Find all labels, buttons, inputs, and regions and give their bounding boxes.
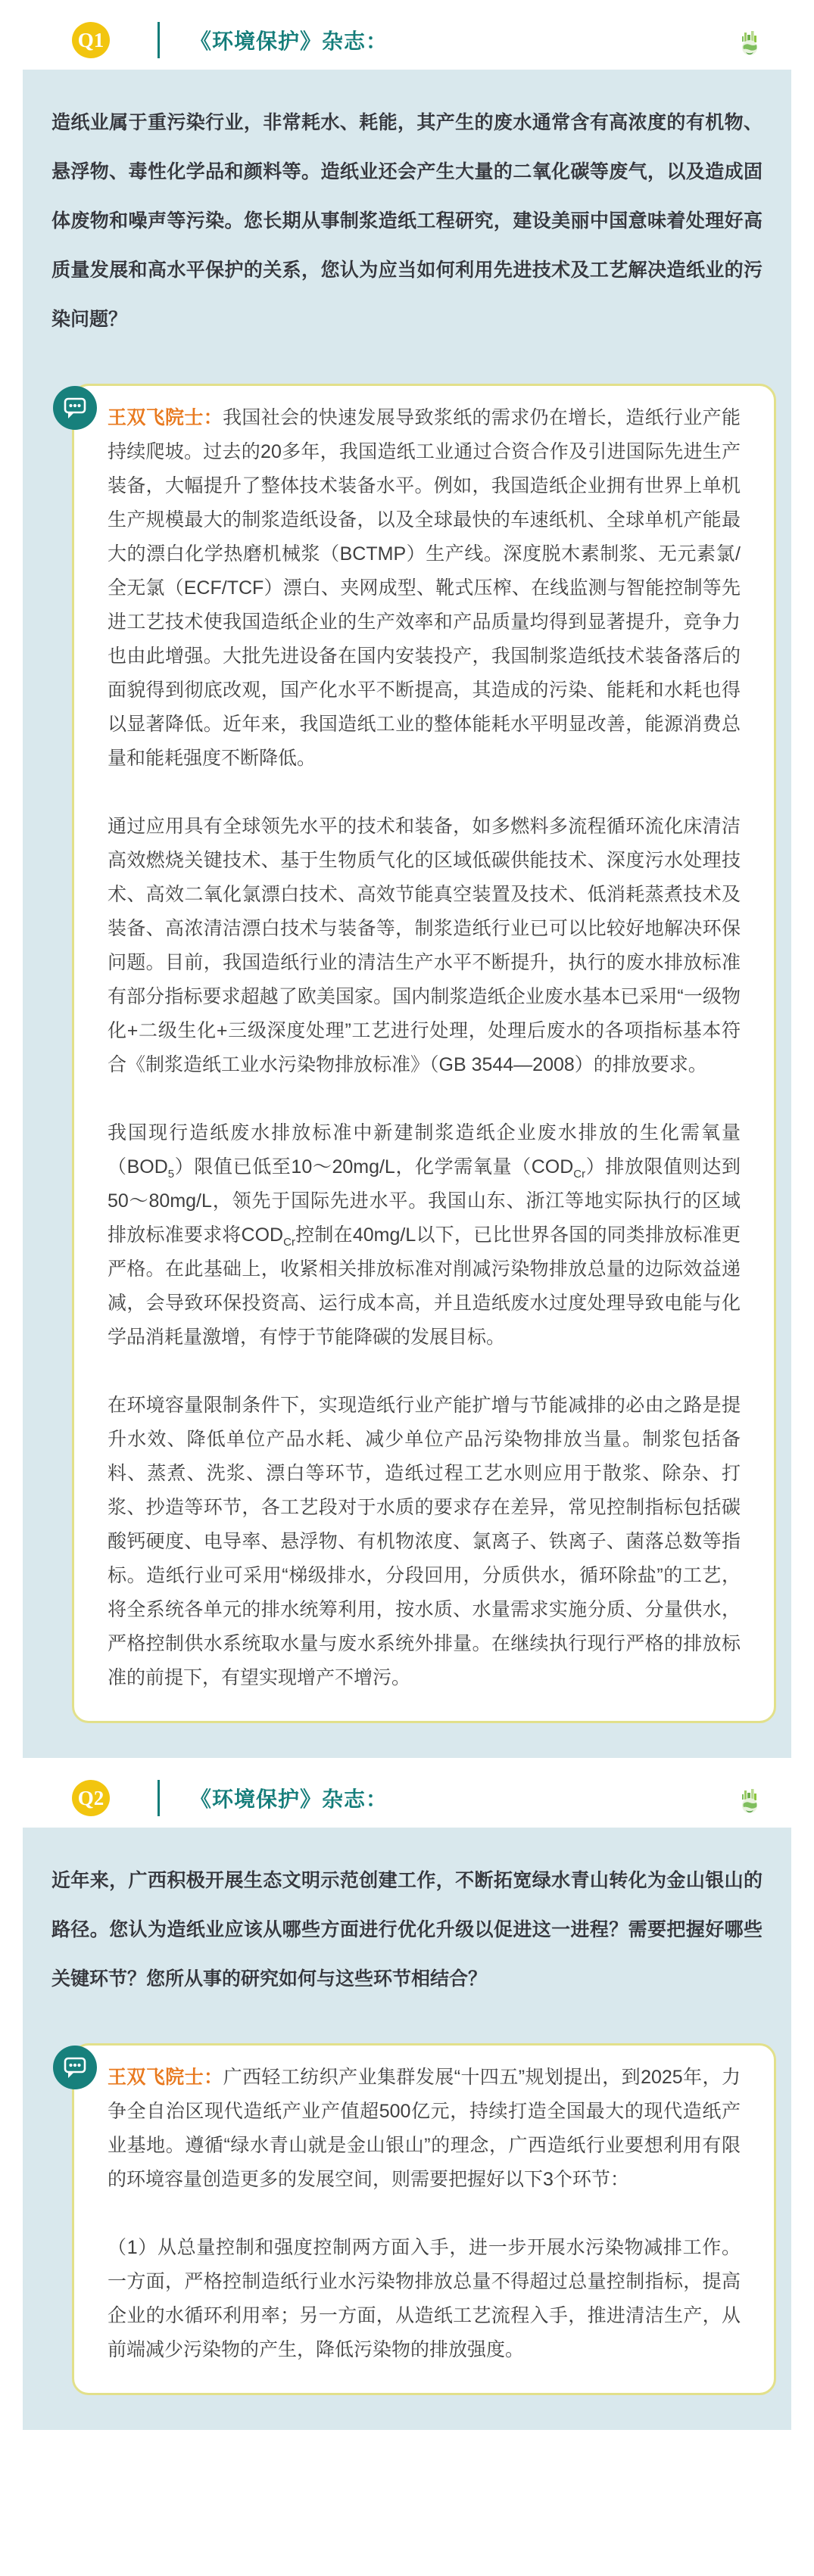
eco-globe-icon — [738, 1788, 761, 1814]
answer-paragraph — [108, 401, 741, 776]
answer-paragraph — [108, 2061, 741, 2197]
header-divider — [157, 1780, 160, 1816]
answer-paragraph: 在环境容量限制条件下，实现造纸行业产能扩增与节能减排的必由之路是提升水效、降低单位产品水耗、减少单位产品污染物排放当量。制浆包括备料、蒸煮、洗浆、漂白等环节，造纸过程工艺水则应用于散浆、除杂、打浆、抄造等环节，各工艺段对于水质的要求存在差异，常见控制指标包括碳酸钙硬度、电导率、悬浮物、有机物浓度、氯离子、铁离子、菌落总数等指标。造纸行业可采用“梯级排水，分段回用，分质供水，循环除盐”的工艺，将全系统各单元的排水统筹利用，按水质、水量需求实施分质、分量供水，严格控制供水系统取水量与废水系统外排量。在继续执行现行严格的排放标准的前提下，有望实现增产不增污。 — [108, 1395, 741, 1688]
answer-paragraph: （1）从总量控制和强度控制两方面入手，进一步开展水污染物减排工作。一方面，严格控制造纸行业水污染物排放总量不得超过总量控制指标，提高企业的水循环利用率；另一方面，从造纸工艺流程入手，推进清洁生产，从前端减少污染物的产生，降低污染物的排放强度。 — [108, 2237, 741, 2360]
answer-card-q2 — [72, 2043, 776, 2395]
speech-bubble-icon — [53, 386, 97, 430]
magazine-title: 《环境保护》杂志： — [190, 1787, 388, 1811]
question-text-q1: 造纸业属于重污染行业，非常耗水、耗能，其产生的废水通常含有高浓度的有机物、悬浮物、毒性化学品和颜料等。造纸业还会产生大量的二氧化碳等废气，以及造成固体废物和噪声等污染。您长期从事制浆造纸工程研究，建设美丽中国意味着处理好高质量发展和高水平保护的关系，您认为应当如何利用先进技术及工艺解决造纸业的污染问题？ — [51, 112, 763, 330]
answer-card-q1 — [72, 384, 776, 1723]
question-box-q1 — [23, 70, 791, 1758]
speaker-name: 王双飞院士： — [108, 407, 223, 428]
question-badge-q2: Q2 — [72, 1780, 110, 1816]
speaker-name: 王双飞院士： — [108, 2067, 223, 2088]
answer-paragraph: 我国现行造纸废水排放标准中新建制浆造纸企业废水排放的生化需氧量$(BOD_5)$限值已低至10～20mg/L，化学需氧量$(COD_{Cr})$排放限值则达到50～80mg/L，领先于国际先进水平。我国山东、浙江等地实际执行的区域排放标准要求将$COD_{Cr}$控制在40mg/L以下，已比世界各国的同类排放标准更严格。在此基础上，收紧相关排放标准对削减污染物排放总量的边际效益递减，会导致环保投资高、运行成本高，并且造纸废水过度处理导致电能与化学品消耗量激增，有悖于节能降碳的发展目标。 — [108, 1122, 741, 1348]
magazine-title: 《环境保护》杂志： — [190, 30, 388, 53]
section-header-q2 — [23, 1779, 791, 1817]
speech-bubble-icon — [53, 2046, 97, 2089]
answer-paragraph: 通过应用具有全球领先水平的技术和装备，如多燃料多流程循环流化床清洁高效燃烧关键技术、基于生物质气化的区域低碳供能技术、深度污水处理技术、高效二氧化氯漂白技术、高效节能真空装置及技术、低消耗蒸煮技术及装备、高浓清洁漂白技术与装备等，制浆造纸行业已可以比较好地解决环保问题。目前，我国造纸行业的清洁生产水平不断提升，执行的废水排放标准有部分指标要求超越了欧美国家。国内制浆造纸企业废水基本已采用“一级物化+二级生化+三级深度处理”工艺进行处理，处理后废水的各项指标基本符合《制浆造纸工业水污染物排放标准》（GB 3544—2008）的排放要求。 — [108, 816, 741, 1075]
question-badge-q1: Q1 — [72, 22, 110, 58]
header-divider — [157, 22, 160, 58]
answer-paragraph-text: 我国社会的快速发展导致浆纸的需求仍在增长，造纸行业产能持续爬坡。过去的20多年，我国造纸工业通过合资合作及引进国际先进生产装备，大幅提升了整体技术装备水平。例如，我国造纸企业拥有世界上单机生产规模最大的制浆造纸设备，以及全球最快的车速纸机、全球单机产能最大的漂白化学热磨机械浆（BCTMP）生产线。深度脱木素制浆、无元素氯/全无氯（ECF/TCF）漂白、夹网成型、靴式压榨、在线监测与智能控制等先进工艺技术使我国造纸企业的生产效率和产品质量均得到显著提升，竞争力也由此增强。大批先进设备在国内安装投产，我国制浆造纸技术装备落后的面貌得到彻底改观，国产化水平不断提高，其造成的污染、能耗和水耗也得以显著降低。近年来，我国造纸工业的整体能耗水平明显改善，能源消费总量和能耗强度不断降低。 — [108, 407, 741, 769]
eco-globe-icon — [738, 30, 761, 56]
question-box-q2 — [23, 1828, 791, 2430]
section-header-q1 — [23, 21, 791, 59]
qa-section-q1 — [0, 21, 814, 1758]
qa-section-q2 — [0, 1779, 814, 2430]
question-text-q2: 近年来，广西积极开展生态文明示范创建工作，不断拓宽绿水青山转化为金山银山的路径。您认为造纸业应该从哪些方面进行优化升级以促进这一进程？需要把握好哪些关键环节？您所从事的研究如何与这些环节相结合？ — [51, 1870, 763, 1990]
answer-paragraph-text: 广西轻工纺织产业集群发展“十四五”规划提出，到2025年，力争全自治区现代造纸产业产值超500亿元，持续打造全国最大的现代造纸产业基地。遵循“绿水青山就是金山银山”的理念，广西造纸行业要想利用有限的环境容量创造更多的发展空间，则需要把握好以下3个环节： — [108, 2067, 741, 2190]
